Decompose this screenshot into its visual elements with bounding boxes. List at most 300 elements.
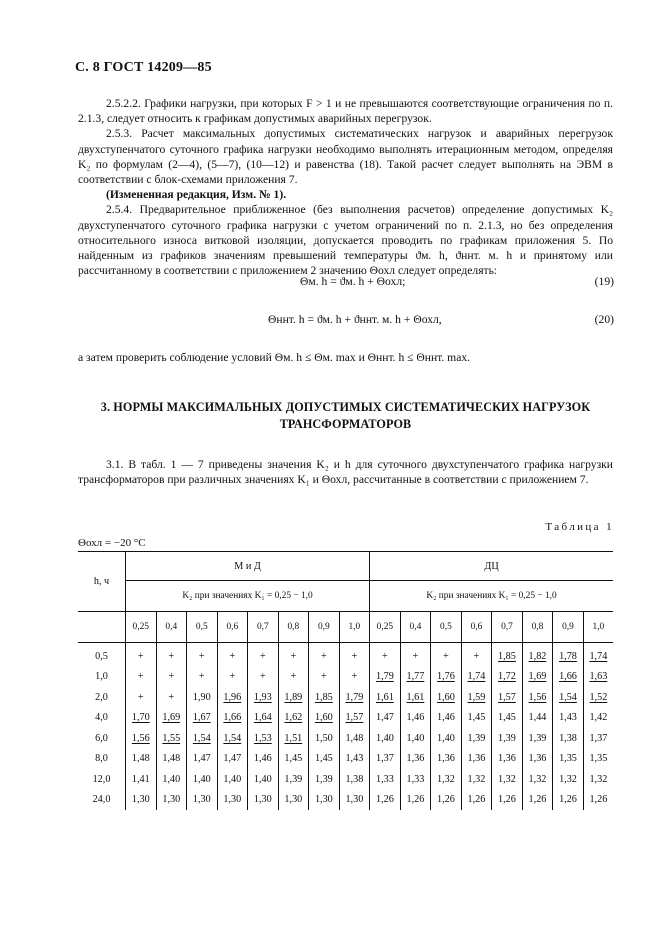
row-h-value: 0,5 xyxy=(95,650,108,662)
table-cell xyxy=(278,790,309,811)
table-cell xyxy=(187,667,218,688)
table-cell xyxy=(309,667,340,688)
cell-value: 1,30 xyxy=(223,794,242,806)
cell-value: + xyxy=(198,671,205,683)
table-cell xyxy=(583,708,613,729)
cell-value: 1,72 xyxy=(498,671,516,683)
table-cell xyxy=(492,708,523,729)
table-cell xyxy=(309,643,340,667)
table-cell xyxy=(522,708,553,729)
cell-value: + xyxy=(473,650,480,662)
k1-value-header: 0,7 xyxy=(248,612,279,643)
table-cell xyxy=(553,687,584,708)
table-cell xyxy=(461,687,492,708)
cell-value: 1,70 xyxy=(131,712,150,724)
cell-value: 1,32 xyxy=(559,773,577,785)
table-cell xyxy=(400,687,431,708)
table-cell xyxy=(370,749,401,770)
cell-value: 1,40 xyxy=(406,732,425,744)
table-cell xyxy=(522,667,553,688)
cell-value: + xyxy=(259,671,266,683)
k1-value-header: 0,7 xyxy=(492,612,523,643)
cell-value: 1,44 xyxy=(528,712,547,724)
table-cell xyxy=(492,790,523,811)
cell-value: 1,26 xyxy=(498,794,516,806)
table-cell xyxy=(431,749,462,770)
table-cell xyxy=(187,728,218,749)
row-h-value: 4,0 xyxy=(95,712,108,724)
cell-value: 1,52 xyxy=(589,691,608,703)
table-cell xyxy=(278,687,309,708)
cell-value: 1,26 xyxy=(528,794,547,806)
cell-value: 1,40 xyxy=(437,732,455,744)
table-cell xyxy=(400,749,431,770)
table-cell xyxy=(522,749,553,770)
cell-value: 1,66 xyxy=(223,712,242,724)
table-cell xyxy=(492,728,523,749)
cell-value: + xyxy=(229,671,236,683)
k1-value-header: 0,8 xyxy=(522,612,553,643)
table-cell xyxy=(187,687,218,708)
row-h-value: 8,0 xyxy=(95,753,108,765)
cell-value: 1,54 xyxy=(223,732,242,744)
h-header: h, ч xyxy=(78,552,126,612)
cell-value: 1,36 xyxy=(467,753,486,765)
table-row xyxy=(78,749,613,770)
k1-value-header: 1,0 xyxy=(583,612,613,643)
table-cell xyxy=(553,728,584,749)
group-header-dc: ДЦ xyxy=(370,552,613,581)
table-cell xyxy=(187,790,218,811)
table-cell xyxy=(156,790,187,811)
table-cell xyxy=(522,790,553,811)
cell-value: + xyxy=(259,650,266,662)
cell-value: + xyxy=(137,650,144,662)
formula-19-number: (19) xyxy=(594,275,614,288)
table-cell xyxy=(309,790,340,811)
table-cell xyxy=(492,667,523,688)
k1-value-header: 0,6 xyxy=(461,612,492,643)
cell-value: 1,56 xyxy=(131,732,150,744)
cell-value: + xyxy=(168,691,175,703)
table-cell xyxy=(309,708,340,729)
table-cell xyxy=(217,728,248,749)
table-cell xyxy=(461,790,492,811)
table-cell xyxy=(522,769,553,790)
table-cell xyxy=(126,643,157,667)
table-cell xyxy=(278,643,309,667)
k1-value-header: 0,9 xyxy=(309,612,340,643)
row-h-value: 2,0 xyxy=(95,691,108,703)
table-row xyxy=(78,667,613,688)
table-cell xyxy=(553,769,584,790)
table-cell xyxy=(400,643,431,667)
table-cell xyxy=(217,643,248,667)
k1-value-header: 0,8 xyxy=(278,612,309,643)
table-cell xyxy=(339,708,370,729)
cell-value: 1,32 xyxy=(498,773,516,785)
cell-value: 1,26 xyxy=(589,794,608,806)
table-cell xyxy=(370,769,401,790)
table-cell xyxy=(278,667,309,688)
cell-value: 1,36 xyxy=(437,753,455,765)
table-cell xyxy=(370,687,401,708)
table-cell xyxy=(156,687,187,708)
cell-value: 1,45 xyxy=(467,712,486,724)
table-cell xyxy=(461,708,492,729)
cell-value: 1,55 xyxy=(162,732,181,744)
cell-value: 1,74 xyxy=(467,671,486,683)
table-row xyxy=(78,643,613,667)
cell-value: 1,45 xyxy=(314,753,333,765)
cooling-temperature-label: Θохл = −20 °С xyxy=(78,537,146,549)
table-cell xyxy=(248,708,279,729)
table-row xyxy=(78,708,613,729)
table-cell xyxy=(187,769,218,790)
k1-value-header: 0,6 xyxy=(217,612,248,643)
paragraph-2-5-3: 2.5.3. Расчет максимальных допустимых систематических нагрузок и аварийных перегрузок двухступенчатого суточного графика нагрузки необходимо выполнять итерационным методом, определяя K₂ по формулам (2—4), (5—7), (10—12) и равенства (18). Такой расчет следует выполнять на ЭВМ в соответствии с блок-схемами приложения 7. xyxy=(78,127,613,187)
table-cell xyxy=(431,790,462,811)
cell-value: 1,33 xyxy=(375,773,394,785)
table-cell xyxy=(522,687,553,708)
cell-value: 1,41 xyxy=(131,773,150,785)
table-cell xyxy=(248,749,279,770)
cell-value: 1,40 xyxy=(375,732,394,744)
table-cell xyxy=(126,769,157,790)
table-cell xyxy=(217,749,248,770)
body-text xyxy=(78,96,613,278)
cell-value: 1,76 xyxy=(437,671,455,683)
table-cell xyxy=(553,667,584,688)
row-h-value: 24,0 xyxy=(92,794,111,806)
k1-value-header: 0,25 xyxy=(126,612,157,643)
cell-value: 1,26 xyxy=(467,794,486,806)
cell-value: 1,59 xyxy=(467,691,486,703)
paragraph-2-5-4: 2.5.4. Предварительное приближенное (без выполнения расчетов) определение допустимых K₂ двухступенчатого суточного графика нагрузки с учетом ограничений по п. 2.1.3, но без определения относительного износа витковой изоляции, допускается проводить по графикам приложения 5. По найденным из графиков значениям превышений температуры ϑм. h, ϑннт. м. h и принятому или рассчитанному в соответствии с приложением 2 значению Θохл следует определять: xyxy=(78,203,613,278)
cell-value: 1,39 xyxy=(314,773,333,785)
cell-value: 1,77 xyxy=(406,671,425,683)
table-cell xyxy=(553,749,584,770)
table-cell xyxy=(187,708,218,729)
table-cell xyxy=(431,667,462,688)
table-cell xyxy=(278,749,309,770)
cell-value: + xyxy=(290,650,297,662)
cell-value: 1,37 xyxy=(589,732,608,744)
cell-value: 1,63 xyxy=(589,671,608,683)
cell-value: 1,79 xyxy=(345,691,364,703)
row-h-value: 1,0 xyxy=(95,671,108,683)
cell-value: + xyxy=(351,671,358,683)
table-cell xyxy=(248,790,279,811)
cell-value: 1,67 xyxy=(192,712,211,724)
k1-value-header: 0,9 xyxy=(553,612,584,643)
cell-value: 1,39 xyxy=(284,773,303,785)
cell-value: 1,39 xyxy=(498,732,516,744)
cell-value: 1,35 xyxy=(559,753,577,765)
table-cell xyxy=(156,708,187,729)
table-cell xyxy=(461,667,492,688)
cell-value: 1,30 xyxy=(253,794,272,806)
cell-value: 1,43 xyxy=(559,712,577,724)
table-cell xyxy=(583,667,613,688)
table-cell xyxy=(339,769,370,790)
cell-value: 1,78 xyxy=(559,650,577,662)
cell-value: 1,53 xyxy=(253,732,272,744)
cell-value: 1,56 xyxy=(528,691,547,703)
table-cell xyxy=(461,643,492,667)
table-cell xyxy=(339,667,370,688)
table-cell xyxy=(370,790,401,811)
table-cell xyxy=(522,728,553,749)
cell-value: 1,32 xyxy=(589,773,608,785)
table-cell xyxy=(431,728,462,749)
table-cell xyxy=(339,790,370,811)
cell-value: 1,40 xyxy=(192,773,211,785)
table-cell xyxy=(492,687,523,708)
table-cell xyxy=(522,643,553,667)
cell-value: 1,48 xyxy=(345,732,364,744)
row-h-value: 12,0 xyxy=(92,773,111,785)
cell-value: 1,50 xyxy=(314,732,333,744)
cell-value: 1,62 xyxy=(284,712,303,724)
table-cell xyxy=(553,643,584,667)
table-cell xyxy=(248,728,279,749)
table-cell xyxy=(309,769,340,790)
table-cell xyxy=(583,769,613,790)
table-cell xyxy=(248,769,279,790)
cell-value: 1,61 xyxy=(406,691,425,703)
table-cell xyxy=(309,687,340,708)
table-cell xyxy=(553,790,584,811)
table-cell xyxy=(400,769,431,790)
k1-value-header: 0,5 xyxy=(187,612,218,643)
k2-label-dc: K₂ при значениях K₁ = 0,25 − 1,0 xyxy=(370,581,613,612)
cell-value: + xyxy=(198,650,205,662)
table-cell xyxy=(278,708,309,729)
cell-value: 1,30 xyxy=(314,794,333,806)
cell-value: 1,85 xyxy=(498,650,516,662)
cell-value: 1,30 xyxy=(131,794,150,806)
cell-value: 1,39 xyxy=(528,732,547,744)
table-cell xyxy=(156,749,187,770)
cell-value: 1,47 xyxy=(223,753,242,765)
paragraph-2-5-2-2: 2.5.2.2. Графики нагрузки, при которых F > 1 и не превышаются соответствующие ограничения по п. 2.1.3, следует относить к графикам допустимых аварийных перегрузок. xyxy=(78,97,613,126)
table-cell xyxy=(583,687,613,708)
table-cell xyxy=(126,667,157,688)
cell-value: + xyxy=(168,650,175,662)
table-cell xyxy=(248,687,279,708)
cell-value: 1,32 xyxy=(437,773,455,785)
cell-value: + xyxy=(320,671,327,683)
cell-value: 1,89 xyxy=(284,691,303,703)
cell-value: 1,69 xyxy=(528,671,547,683)
table-cell xyxy=(217,769,248,790)
table-row xyxy=(78,790,613,811)
cell-value: 1,46 xyxy=(406,712,425,724)
cell-value: + xyxy=(137,671,144,683)
table-cell xyxy=(309,728,340,749)
cell-value: 1,26 xyxy=(559,794,577,806)
section-heading: 3. НОРМЫ МАКСИМАЛЬНЫХ ДОПУСТИМЫХ СИСТЕМАТИЧЕСКИХ НАГРУЗОК ТРАНСФОРМАТОРОВ xyxy=(100,400,591,431)
table-cell xyxy=(309,749,340,770)
cell-value: 1,79 xyxy=(375,671,394,683)
k1-value-header: 0,4 xyxy=(400,612,431,643)
table-cell xyxy=(370,667,401,688)
cell-value: 1,51 xyxy=(284,732,303,744)
k1-value-header: 0,25 xyxy=(370,612,401,643)
cell-value: + xyxy=(412,650,419,662)
cell-value: 1,46 xyxy=(253,753,272,765)
table-cell xyxy=(583,749,613,770)
k1-value-header: 0,4 xyxy=(156,612,187,643)
cell-value: 1,40 xyxy=(223,773,242,785)
table-cell xyxy=(461,749,492,770)
table-cell xyxy=(339,687,370,708)
cell-value: 1,45 xyxy=(284,753,303,765)
table-cell xyxy=(431,687,462,708)
table-cell xyxy=(126,728,157,749)
cell-value: + xyxy=(229,650,236,662)
table-cell xyxy=(339,728,370,749)
row-h-value: 6,0 xyxy=(95,732,108,744)
table-cell xyxy=(217,687,248,708)
cell-value: 1,47 xyxy=(375,712,394,724)
cell-value: 1,39 xyxy=(467,732,486,744)
group-header-md: М и Д xyxy=(126,552,370,581)
table-cell xyxy=(431,769,462,790)
table-cell xyxy=(126,708,157,729)
cell-value: 1,36 xyxy=(406,753,425,765)
table-cell xyxy=(217,667,248,688)
cell-value: 1,85 xyxy=(314,691,333,703)
cell-value: 1,96 xyxy=(223,691,242,703)
cell-value: 1,61 xyxy=(375,691,394,703)
table-cell xyxy=(400,667,431,688)
cell-value: 1,26 xyxy=(437,794,455,806)
cell-value: 1,48 xyxy=(162,753,181,765)
table-cell xyxy=(461,769,492,790)
cell-value: 1,46 xyxy=(437,712,455,724)
cell-value: + xyxy=(290,671,297,683)
k1-value-header: 0,5 xyxy=(431,612,462,643)
cell-value: 1,66 xyxy=(559,671,577,683)
cell-value: 1,37 xyxy=(375,753,394,765)
cell-value: 1,82 xyxy=(528,650,547,662)
cell-value: 1,36 xyxy=(498,753,516,765)
table-cell xyxy=(370,728,401,749)
table-cell xyxy=(492,769,523,790)
table-cell xyxy=(339,749,370,770)
cell-value: 1,69 xyxy=(162,712,181,724)
cell-value: 1,57 xyxy=(345,712,364,724)
cell-value: 1,48 xyxy=(131,753,150,765)
table-cell xyxy=(248,643,279,667)
cell-value: 1,42 xyxy=(589,712,608,724)
cell-value: 1,33 xyxy=(406,773,425,785)
cell-value: + xyxy=(443,650,449,662)
cell-value: + xyxy=(382,650,388,662)
table-cell xyxy=(126,749,157,770)
cell-value: 1,40 xyxy=(162,773,181,785)
table-cell xyxy=(278,769,309,790)
paragraph-3-1: 3.1. В табл. 1 — 7 приведены значения K₂ и h для суточного двухступенчатого графика нагрузки трансформаторов при различных значениях K₁ и Θохл, рассчитанные в соответствии с приложением 7. xyxy=(78,458,613,487)
table-caption: Таблица 1 xyxy=(545,521,614,533)
table-cell xyxy=(461,728,492,749)
table-cell xyxy=(553,708,584,729)
table-cell xyxy=(156,769,187,790)
table-cell xyxy=(126,687,157,708)
cell-value: 1,60 xyxy=(314,712,333,724)
cell-value: 1,26 xyxy=(375,794,394,806)
table-cell xyxy=(370,708,401,729)
cell-value: 1,38 xyxy=(559,732,577,744)
table-cell xyxy=(583,728,613,749)
table-cell xyxy=(248,667,279,688)
cell-value: + xyxy=(137,691,144,703)
table-cell xyxy=(156,643,187,667)
cell-value: 1,40 xyxy=(253,773,272,785)
table-cell xyxy=(339,643,370,667)
table-cell xyxy=(217,708,248,729)
cell-value: 1,47 xyxy=(192,753,211,765)
edition-note: (Измененная редакция, Изм. № 1). xyxy=(106,188,287,202)
cell-value: 1,57 xyxy=(498,691,516,703)
cell-value: 1,30 xyxy=(284,794,303,806)
cell-value: + xyxy=(351,650,358,662)
formula-19: Θм. h = ϑм. h + Θохл; xyxy=(300,275,406,288)
table-cell xyxy=(278,728,309,749)
k2-label-md: K₂ при значениях K₁ = 0,25 − 1,0 xyxy=(126,581,370,612)
cell-value: 1,64 xyxy=(253,712,272,724)
cell-value: 1,74 xyxy=(589,650,608,662)
table-row xyxy=(78,769,613,790)
cell-value: 1,93 xyxy=(253,691,272,703)
table-cell xyxy=(431,708,462,729)
cell-value: 1,30 xyxy=(162,794,181,806)
cell-value: + xyxy=(320,650,327,662)
cell-value: 1,54 xyxy=(192,732,211,744)
load-table xyxy=(78,551,613,810)
cell-value: 1,38 xyxy=(345,773,364,785)
cell-value: 1,60 xyxy=(437,691,455,703)
cell-value: 1,26 xyxy=(406,794,425,806)
formula-20: Θннт. h = ϑм. h + ϑннт. м. h + Θохл, xyxy=(268,313,442,326)
table-cell xyxy=(492,643,523,667)
cell-value: 1,32 xyxy=(467,773,486,785)
table-cell xyxy=(187,643,218,667)
table-cell xyxy=(400,790,431,811)
table-cell xyxy=(156,728,187,749)
cell-value: 1,32 xyxy=(528,773,547,785)
table-row xyxy=(78,687,613,708)
table-cell xyxy=(431,643,462,667)
table-cell xyxy=(126,790,157,811)
table-cell xyxy=(583,790,613,811)
cell-value: 1,45 xyxy=(498,712,516,724)
cell-value: 1,35 xyxy=(589,753,608,765)
cell-value: 1,54 xyxy=(559,691,577,703)
cell-value: 1,36 xyxy=(528,753,547,765)
cell-value: + xyxy=(168,671,175,683)
cell-value: 1,90 xyxy=(192,691,211,703)
condition-text: а затем проверить соблюдение условий Θм. h ≤ Θм. max и Θннт. h ≤ Θннт. max. xyxy=(78,351,471,364)
table-cell xyxy=(583,643,613,667)
table-cell xyxy=(400,708,431,729)
table-cell xyxy=(187,749,218,770)
page-header: С. 8 ГОСТ 14209—85 xyxy=(75,60,212,75)
k1-value-header: 1,0 xyxy=(339,612,370,643)
table-cell xyxy=(492,749,523,770)
